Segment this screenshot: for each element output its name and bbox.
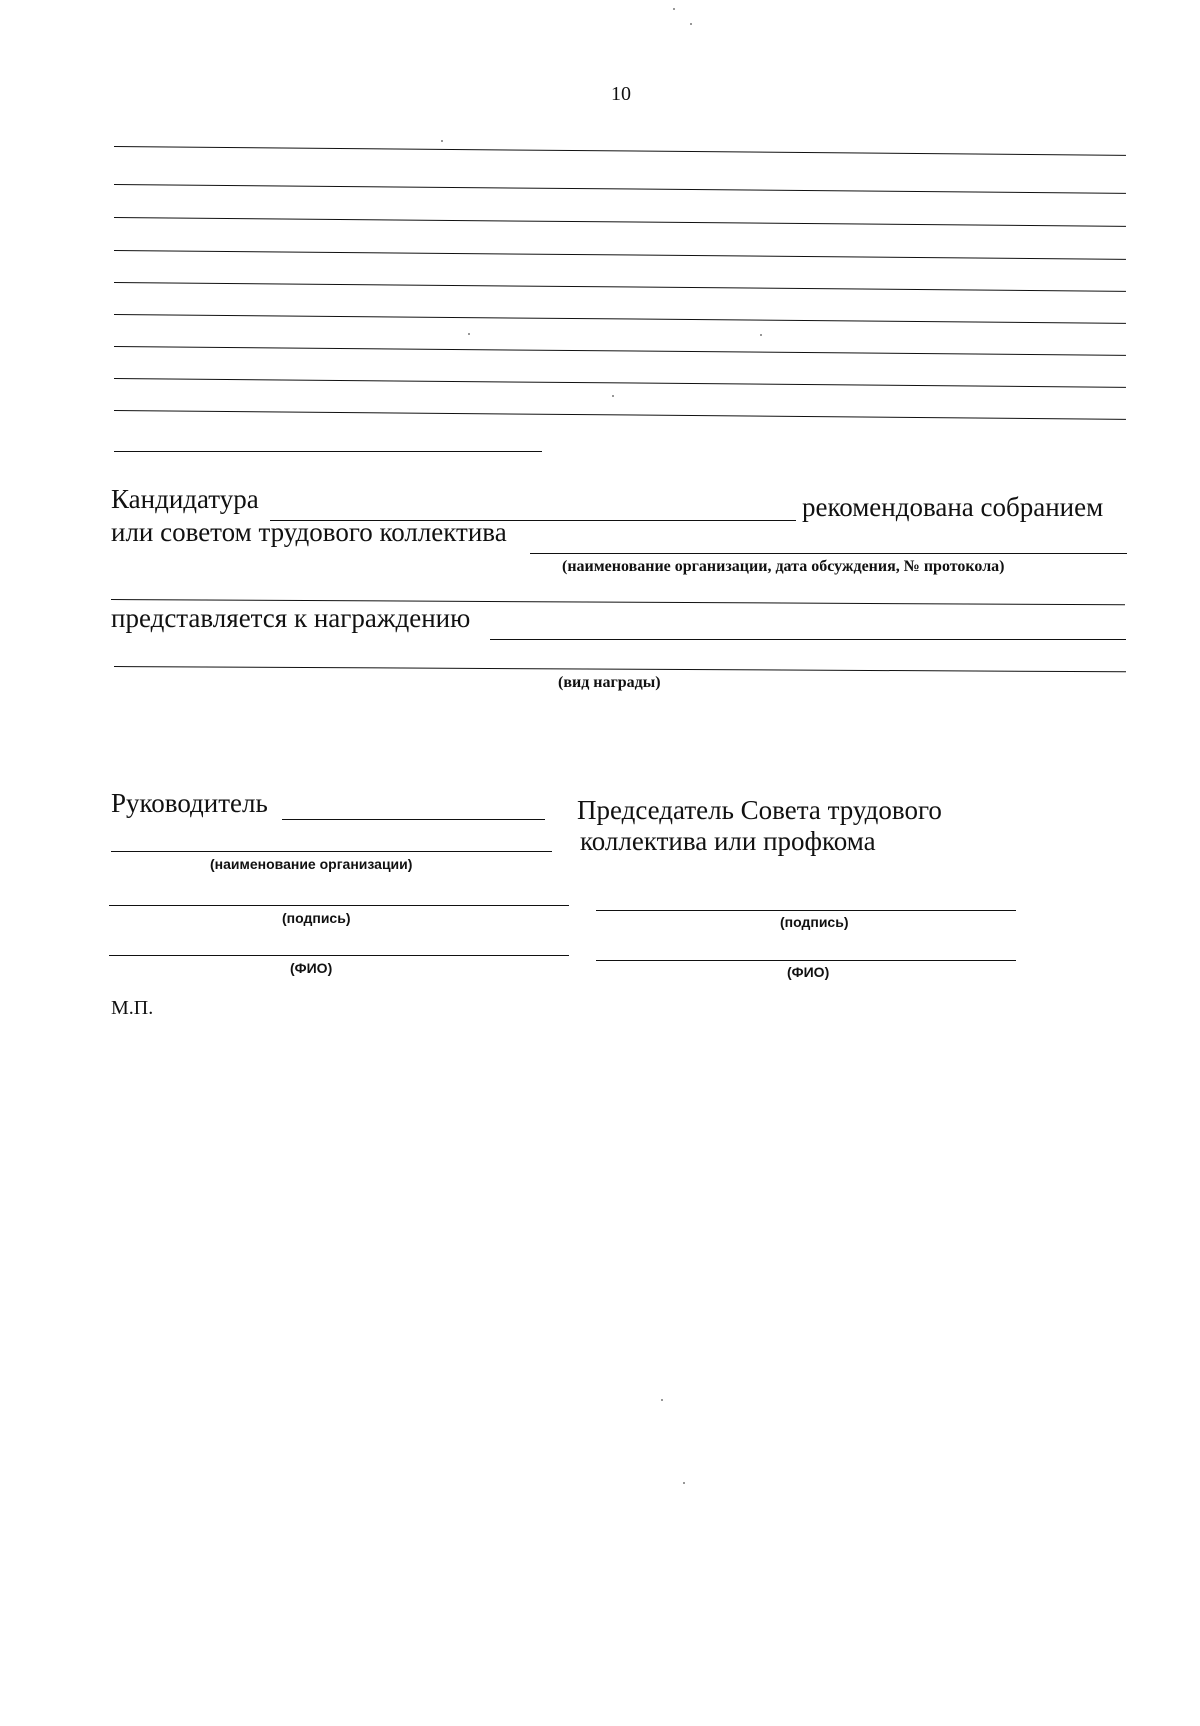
scan-speck	[468, 333, 470, 335]
award-label: представляется к награждению	[111, 603, 471, 633]
scan-speck	[683, 1482, 685, 1484]
head-name-field[interactable]	[282, 819, 545, 820]
head-signature-caption: (подпись)	[282, 910, 351, 926]
head-signature-field[interactable]	[109, 905, 569, 906]
blank-line[interactable]	[114, 346, 1126, 356]
chairman-signature-caption: (подпись)	[780, 914, 849, 930]
recommended-label: рекомендована собранием	[802, 492, 1104, 522]
blank-line[interactable]	[114, 410, 1126, 420]
head-org-caption: (наименование организации)	[210, 856, 413, 872]
scan-speck	[760, 334, 762, 336]
head-fullname-field[interactable]	[109, 955, 569, 956]
scan-speck	[441, 140, 443, 142]
blank-line[interactable]	[114, 146, 1126, 156]
chairman-signature-field[interactable]	[596, 910, 1016, 911]
head-org-field[interactable]	[111, 851, 552, 852]
blank-line[interactable]	[114, 184, 1126, 194]
blank-line[interactable]	[114, 282, 1126, 292]
chairman-fullname-field[interactable]	[596, 960, 1016, 961]
blank-line[interactable]	[114, 217, 1126, 227]
chairman-title-line2: коллектива или профкома	[580, 826, 876, 856]
award-field[interactable]	[490, 639, 1126, 640]
head-fullname-caption: (ФИО)	[290, 960, 333, 976]
head-label: Руководитель	[111, 788, 268, 818]
scan-speck	[661, 1399, 663, 1401]
blank-line[interactable]	[114, 314, 1126, 324]
award-caption: (вид награды)	[558, 674, 661, 691]
stamp-place: М.П.	[111, 997, 154, 1019]
page-number: 10	[611, 83, 631, 105]
council-label: или советом трудового коллектива	[111, 517, 507, 547]
scan-speck	[690, 23, 692, 25]
organization-caption: (наименование организации, дата обсуждения, № протокола)	[562, 558, 1005, 575]
chairman-title-line1: Председатель Совета трудового	[577, 795, 942, 825]
candidate-label: Кандидатура	[111, 484, 259, 514]
blank-line-short[interactable]	[114, 451, 542, 452]
blank-line[interactable]	[114, 250, 1126, 260]
award-field-continued[interactable]	[114, 666, 1126, 672]
blank-line[interactable]	[114, 378, 1126, 388]
scan-speck	[612, 395, 614, 397]
chairman-fullname-caption: (ФИО)	[787, 964, 830, 980]
scan-speck	[673, 8, 675, 10]
organization-field[interactable]	[530, 553, 1127, 554]
